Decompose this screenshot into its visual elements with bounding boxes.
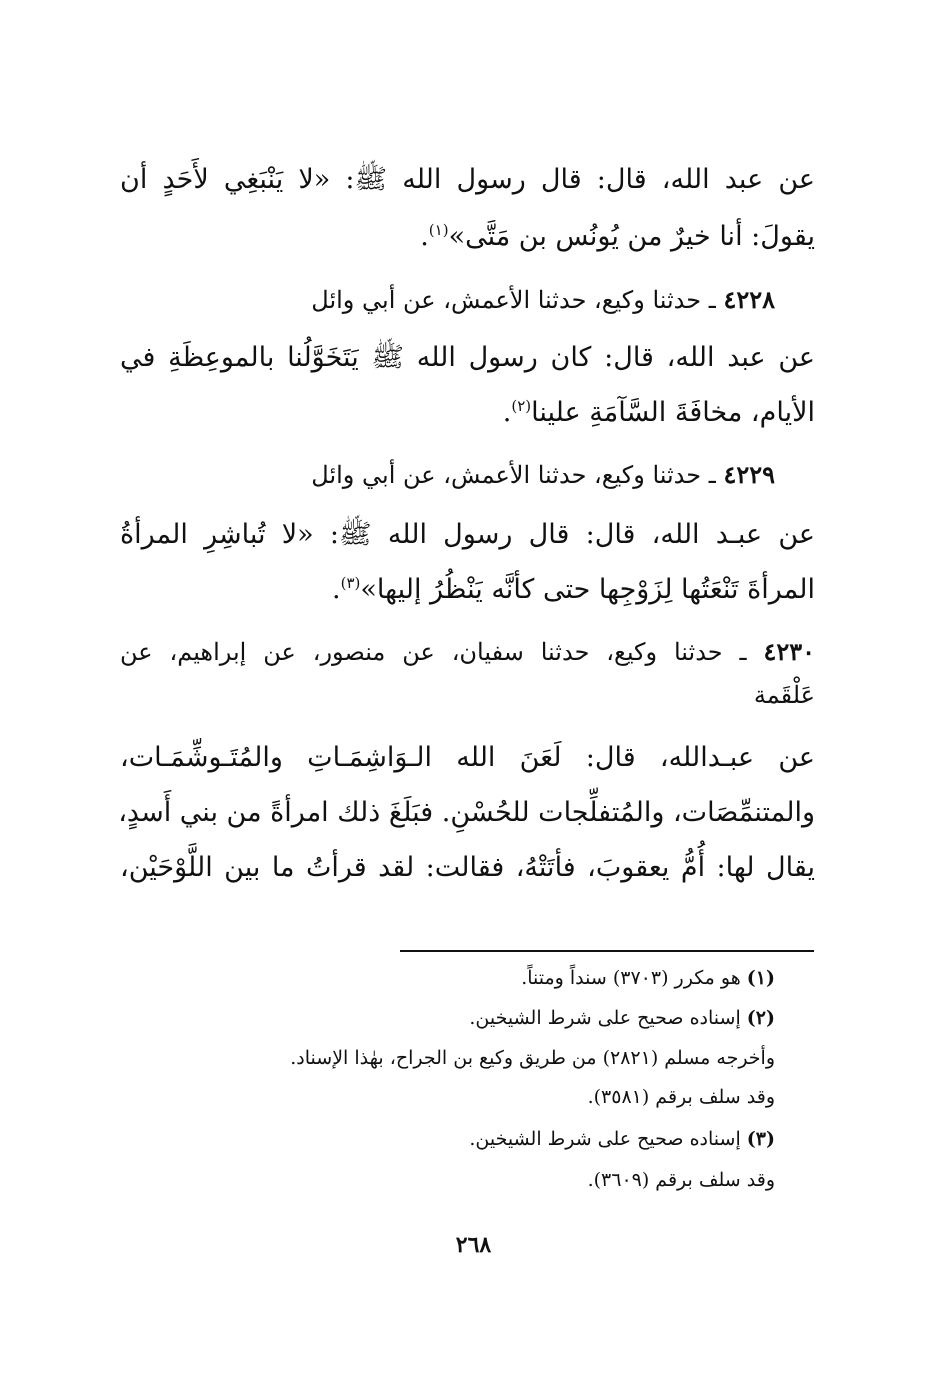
footnote-3-line-2: وقد سلف برقم (٣٦٠٩). bbox=[587, 1169, 775, 1191]
text-line-8: والمتنمِّصَات، والمُتفلِّجات للحُسْنِ. فبَلَغَ ذلك امرأةً من بني أَسدٍ، bbox=[118, 797, 815, 828]
footnote-2-line-3: وقد سلف برقم (٣٥٨١). bbox=[587, 1086, 775, 1108]
footnote-2-line-2: وأخرجه مسلم (٢٨٢١) من طريق وكيع بن الجراح، بهٰذا الإسناد. bbox=[290, 1047, 775, 1069]
text-line-5: عن عبـد الله، قال: قال رسول الله ﷺ: «لا تُباشِرِ المرأةُ bbox=[120, 519, 815, 550]
footnote-1: (١) هو مكرر (٣٧٠٣) سنداً ومتناً. bbox=[521, 967, 775, 989]
hadith-number-4230: ٤٢٣٠ bbox=[763, 637, 815, 666]
hadith-4228-chain: ٤٢٢٨ ـ حدثنا وكيع، حدثنا الأعمش، عن أبي وائل bbox=[311, 285, 775, 314]
hadith-number-4228: ٤٢٢٨ bbox=[723, 285, 775, 314]
footnote-ref-1: (١) bbox=[428, 221, 449, 239]
footnote-3: (٣) إسناده صحيح على شرط الشيخين. bbox=[469, 1128, 775, 1150]
hadith-number-4229: ٤٢٢٩ bbox=[723, 460, 775, 489]
footnote-ref-3: (٣) bbox=[340, 574, 361, 592]
text-line-1: عن عبد الله، قال: قال رسول الله ﷺ: «لا يَنْبَغِي لأَحَدٍ أن bbox=[120, 164, 815, 195]
text-line-2: يقولَ: أنا خيرٌ من يُونُس بن مَتَّى»$^{(١)}$. bbox=[420, 221, 815, 252]
footnote-separator bbox=[400, 950, 814, 952]
hadith-4230-chain: ٤٢٣٠ ـ حدثنا وكيع، حدثنا سفيان، عن منصور، عن إبراهيم، عن bbox=[120, 637, 815, 666]
text-line-4: الأيام، مخافَةَ السَّآمَةِ علينا$^{(٢)}$. bbox=[502, 397, 815, 428]
page-number: ٢٦٨ bbox=[455, 1232, 492, 1258]
text-line-6: المرأةَ تَنْعَتُها لِزَوْجِها حتى كأنَّه يَنْظُرُ إليها»$^{(٣)}$. bbox=[332, 574, 815, 605]
text-line-3: عن عبد الله، قال: كان رسول الله ﷺ يَتَخَوَّلُنا بالموعِظَةِ في bbox=[120, 342, 815, 373]
text-line-9: يقال لها: أُمُّ يعقوبَ، فأتَتْهُ، فقالت: لقد قرأتُ ما بين اللَّوْحَيْن، bbox=[120, 852, 815, 883]
text-line-7: عن عبـدالله، قال: لَعَنَ الله الـوَاشِمَـاتِ والمُتَـوشِّمَـات، bbox=[120, 742, 815, 773]
footnote-2: (٢) إسناده صحيح على شرط الشيخين. bbox=[469, 1007, 775, 1029]
hadith-4229-chain: ٤٢٢٩ ـ حدثنا وكيع، حدثنا الأعمش، عن أبي وائل bbox=[311, 460, 775, 489]
hadith-4230-chain-end: عَلْقَمة bbox=[753, 681, 815, 709]
footnote-ref-2: (٢) bbox=[511, 397, 532, 415]
